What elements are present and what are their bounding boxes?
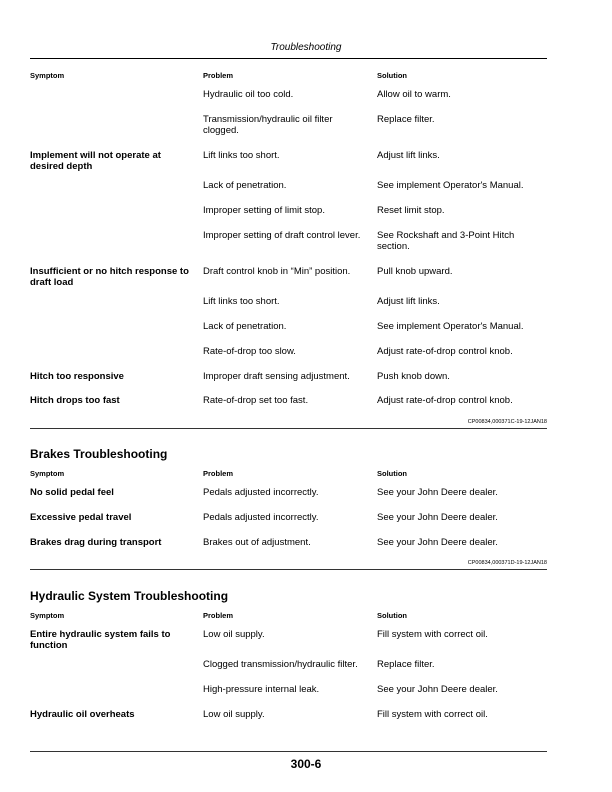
footer-rule <box>30 751 547 752</box>
column-header-solution: Solution <box>377 71 407 80</box>
solution-cell: See your John Deere dealer. <box>377 684 498 695</box>
solution-cell: Reset limit stop. <box>377 205 445 216</box>
problem-cell: Hydraulic oil too cold. <box>203 89 294 100</box>
column-header-solution: Solution <box>377 611 407 620</box>
problem-cell: Lift links too short. <box>203 296 280 307</box>
problem-cell: Lift links too short. <box>203 150 280 161</box>
symptom-cell: Hitch drops too fast <box>30 395 120 406</box>
section-title-hydraulic: Hydraulic System Troubleshooting <box>30 589 229 603</box>
problem-cell: High-pressure internal leak. <box>203 684 320 695</box>
problem-cell: Improper setting of draft control lever. <box>203 230 361 241</box>
problem-cell: Improper draft sensing adjustment. <box>203 371 350 382</box>
problem-cell: Low oil supply. <box>203 629 265 640</box>
solution-cell: See your John Deere dealer. <box>377 512 498 523</box>
reference-code: CP00834,000371C-19-12JAN18 <box>467 419 547 425</box>
running-header: Troubleshooting <box>270 42 342 53</box>
solution-cell: Replace filter. <box>377 659 435 670</box>
column-header-problem: Problem <box>203 611 234 620</box>
solution-cell: Adjust lift links. <box>377 296 440 307</box>
column-header-solution: Solution <box>377 469 407 478</box>
column-header-problem: Problem <box>203 71 234 80</box>
column-header-symptom: Symptom <box>30 611 65 620</box>
section-divider <box>30 569 547 570</box>
symptom-cell: No solid pedal feel <box>30 487 114 498</box>
problem-cell: Low oil supply. <box>203 709 265 720</box>
problem-cell: Pedals adjusted incorrectly. <box>203 487 319 498</box>
header-rule <box>30 58 547 59</box>
reference-code: CP00834,000371D-19-12JAN18 <box>467 560 547 566</box>
solution-cell: Fill system with correct oil. <box>377 629 488 640</box>
problem-cell: Rate-of-drop set too fast. <box>203 395 309 406</box>
symptom-cell: Implement will not operate at desired depth <box>30 150 161 172</box>
problem-cell: Brakes out of adjustment. <box>203 537 311 548</box>
problem-cell: Lack of penetration. <box>203 321 287 332</box>
symptom-cell: Brakes drag during transport <box>30 537 162 548</box>
solution-cell: Pull knob upward. <box>377 266 453 277</box>
solution-cell: Fill system with correct oil. <box>377 709 488 720</box>
solution-cell: See implement Operator's Manual. <box>377 180 524 191</box>
section-title-brakes: Brakes Troubleshooting <box>30 447 168 461</box>
solution-cell: Replace filter. <box>377 114 435 125</box>
problem-cell: Pedals adjusted incorrectly. <box>203 512 319 523</box>
problem-cell: Improper setting of limit stop. <box>203 205 325 216</box>
solution-cell: Adjust rate-of-drop control knob. <box>377 346 513 357</box>
symptom-cell: Hitch too responsive <box>30 371 124 382</box>
solution-cell: Push knob down. <box>377 371 450 382</box>
solution-cell: See implement Operator's Manual. <box>377 321 524 332</box>
solution-cell: See your John Deere dealer. <box>377 487 498 498</box>
problem-cell: Rate-of-drop too slow. <box>203 346 296 357</box>
solution-cell: Adjust lift links. <box>377 150 440 161</box>
column-header-symptom: Symptom <box>30 469 65 478</box>
column-header-problem: Problem <box>203 469 234 478</box>
solution-cell: Adjust rate-of-drop control knob. <box>377 395 513 406</box>
solution-cell: See Rockshaft and 3-Point Hitch section. <box>377 230 515 252</box>
symptom-cell: Hydraulic oil overheats <box>30 709 135 720</box>
problem-cell: Draft control knob in “Min” position. <box>203 266 351 277</box>
problem-cell: Transmission/hydraulic oil filter clogged. <box>203 114 333 136</box>
solution-cell: Allow oil to warm. <box>377 89 451 100</box>
problem-cell: Lack of penetration. <box>203 180 287 191</box>
solution-cell: See your John Deere dealer. <box>377 537 498 548</box>
symptom-cell: Entire hydraulic system fails to function <box>30 629 171 651</box>
page-number: 300-6 <box>290 757 322 771</box>
symptom-cell: Insufficient or no hitch response to draft load <box>30 266 189 288</box>
section-divider <box>30 428 547 429</box>
column-header-symptom: Symptom <box>30 71 65 80</box>
symptom-cell: Excessive pedal travel <box>30 512 132 523</box>
problem-cell: Clogged transmission/hydraulic filter. <box>203 659 358 670</box>
